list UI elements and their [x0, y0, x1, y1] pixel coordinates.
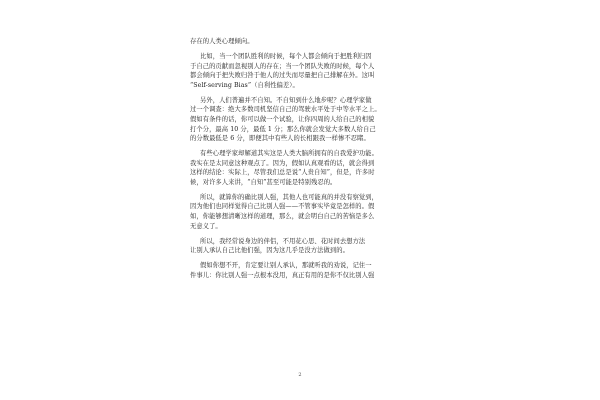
text-line: 这样的结论：实际上，尽管我们总是说“人贵自知”，但是，许多时: [190, 169, 375, 177]
text-line: 有些心理学家却解道其实这是人类大脑所拥有的自我爱护功能。: [200, 150, 378, 158]
text-line: 件事儿：你比别人强一点根本没用，真正有用的是你不仅比别人强: [190, 271, 375, 279]
paragraph: [190, 96, 412, 144]
text-line: 候，对许多人来讲，“自知”甚至可能是特别残忍的。: [190, 178, 337, 186]
text-line: 让别人承认自己比他们强，因为这几乎是没方法做到的。: [190, 247, 349, 255]
text-line: 都会倾向于把失败归咎于他人的过失而尽量把自己排解在外。这叫: [190, 72, 375, 80]
text-line: 假如你想不开，肯定要让别人承认，那就听我的劝说，记住一: [200, 262, 372, 270]
text-line: 另外，人们普遍并不自知。不自知到什么地步呢？心理学家做: [200, 96, 372, 104]
text-line: 打个分，最高 10 分，最低 1 分；那么你就会发觉大多数人给自己: [190, 125, 376, 133]
paragraph: [190, 149, 412, 187]
paragraph: [190, 193, 412, 231]
text-line: 因为他们也同样觉得自己比别人强——不管事实毕竟是怎样的。假: [190, 203, 375, 211]
text-line: 我实在是太同意这种观点了。因为，假如认真观看的话，就会得到: [190, 159, 375, 167]
text-line: 于自己的贡献而忽视别人的存在；当一个团队失败的时候，每个人: [190, 62, 375, 70]
paragraph: [190, 52, 412, 90]
document-body: [190, 37, 412, 280]
page-number: 2: [298, 372, 302, 378]
text-line: 的分数最低是 6 分，即便其中有些人的长相跟我一样惨不忍睹。: [190, 135, 370, 143]
text-line: 无意义了。: [190, 222, 222, 230]
text-line: “Self-serving Bias”（自利性偏差）。: [190, 81, 299, 89]
text-line: 假如有条件的话，你可以做一个试验，让你四周的人给自己的相貌: [190, 115, 375, 123]
text-line: 过一个调查：绝大多数司机坚信自己的驾驶水平处于中等水平之上。: [190, 106, 381, 114]
text-line: 所以，就算你的确比别人强，其他人也可能真的并没有察觉到，: [200, 193, 378, 201]
text-line: 所以，我经常说身边的伴侣，不用花心思、花时间去想方法: [200, 237, 366, 245]
paragraph: [190, 237, 412, 256]
paragraph: [190, 37, 412, 47]
text-line: 存在的人类心理倾向。: [190, 38, 254, 45]
paragraph: [190, 261, 412, 280]
text-line: 如，你能够想清晰这样的道理，那么，就会明白自己的苦恼是多么: [190, 213, 375, 221]
text-line: 比如，当一个团队胜利的时候，每个人都会倾向于把胜利归因: [200, 52, 372, 60]
